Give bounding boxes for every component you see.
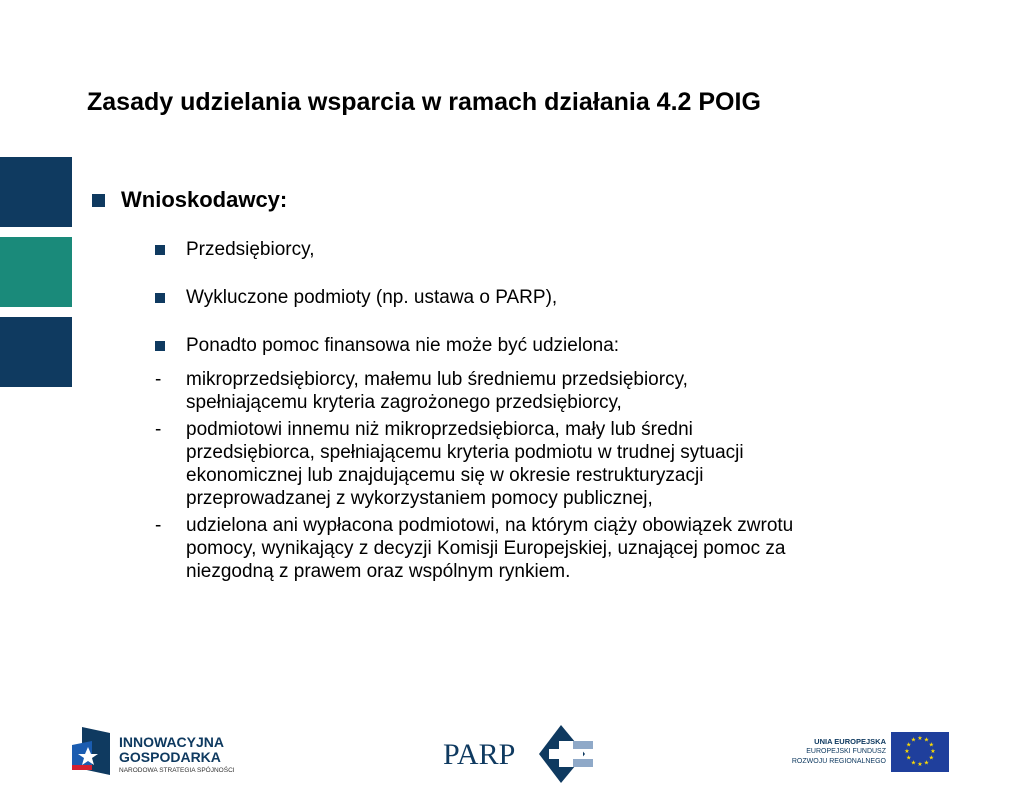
dash-text <box>186 514 946 583</box>
parp-diamond-icon <box>539 723 597 785</box>
dash-item <box>155 368 946 414</box>
ig-subtitle: NARODOWA STRATEGIA SPÓJNOŚCI <box>119 767 235 774</box>
eu-line1: UNIA EUROPEJSKA <box>814 737 886 746</box>
eu-logo <box>780 732 952 782</box>
footer-logos <box>0 715 1024 788</box>
dash-marker: - <box>155 515 162 536</box>
dash-line: przedsiębiorca, spełniającemu kryteria podmiotu w trudnej sytuacji <box>186 442 744 463</box>
slide-title: Zasady udzielania wsparcia w ramach działania 4.2 POIG <box>87 88 761 116</box>
ig-line2: GOSPODARKA <box>119 749 221 765</box>
bullet-text: Przedsiębiorcy, <box>186 239 315 260</box>
bullet-item <box>155 287 557 309</box>
bullet-text: Ponadto pomoc finansowa nie może być udzielona: <box>186 335 620 356</box>
dash-line: spełniającemu kryteria zagrożonego przedsiębiorcy, <box>186 392 622 413</box>
innowacyjna-gospodarka-logo <box>70 725 250 785</box>
svg-text:★: ★ <box>928 754 934 762</box>
svg-text:★: ★ <box>928 741 934 749</box>
square-bullet-icon <box>155 245 165 255</box>
parp-wordmark: PARP <box>443 738 516 771</box>
square-bullet-icon <box>155 293 165 303</box>
parp-logo <box>443 723 603 783</box>
ig-line1: INNOWACYJNA <box>119 734 225 750</box>
svg-text:★: ★ <box>917 761 923 768</box>
eu-flag-icon <box>891 732 949 772</box>
dash-item <box>155 418 946 510</box>
dash-line: pomocy, wynikający z decyzji Komisji Europejskiej, uznającej pomoc za <box>186 538 786 559</box>
side-block-middle <box>0 237 72 307</box>
eu-line2: EUROPEJSKI FUNDUSZ <box>806 748 886 755</box>
eu-line3: ROZWOJU REGIONALNEGO <box>791 758 886 765</box>
dash-line: podmiotowi innemu niż mikroprzedsiębiorca, mały lub średni <box>186 419 693 440</box>
svg-text:★: ★ <box>910 736 917 744</box>
side-block-bottom <box>0 317 72 387</box>
bullet-item <box>155 335 619 357</box>
svg-text:★: ★ <box>930 748 936 755</box>
svg-text:★: ★ <box>923 736 930 744</box>
svg-text:★: ★ <box>906 754 912 762</box>
bullet-item <box>155 239 314 261</box>
bullet-text: Wykluczone podmioty (np. ustawa o PARP), <box>186 287 558 308</box>
dash-text <box>186 418 946 510</box>
dash-line: niezgodną z prawem oraz wspólnym rynkiem. <box>186 561 571 582</box>
heading-bullet <box>92 187 287 213</box>
square-bullet-icon <box>92 194 105 207</box>
dash-marker: - <box>155 369 162 390</box>
eu-stars-icon <box>891 732 949 772</box>
square-bullet-icon <box>155 341 165 351</box>
heading-text: Wnioskodawcy: <box>121 187 288 212</box>
ig-wordmark <box>119 735 224 765</box>
svg-text:★: ★ <box>906 741 912 749</box>
ig-emblem-icon <box>70 725 112 777</box>
dash-line: przeprowadzanej z wykorzystaniem pomocy publicznej, <box>186 488 653 509</box>
dash-text <box>186 368 946 414</box>
svg-text:★: ★ <box>923 759 930 767</box>
dash-line: ekonomicznej lub znajdującemu się w okresie restrukturyzacji <box>186 465 704 486</box>
svg-text:★: ★ <box>904 748 910 755</box>
dash-item <box>155 514 946 583</box>
dash-line: udzielona ani wypłacona podmiotowi, na którym ciąży obowiązek zwrotu <box>186 515 794 536</box>
svg-text:★: ★ <box>910 759 917 767</box>
dash-line: mikroprzedsiębiorcy, małemu lub średniemu przedsiębiorcy, <box>186 369 688 390</box>
eu-text <box>792 737 886 767</box>
side-block-top <box>0 157 72 227</box>
dash-marker: - <box>155 419 162 440</box>
svg-text:★: ★ <box>917 735 923 742</box>
